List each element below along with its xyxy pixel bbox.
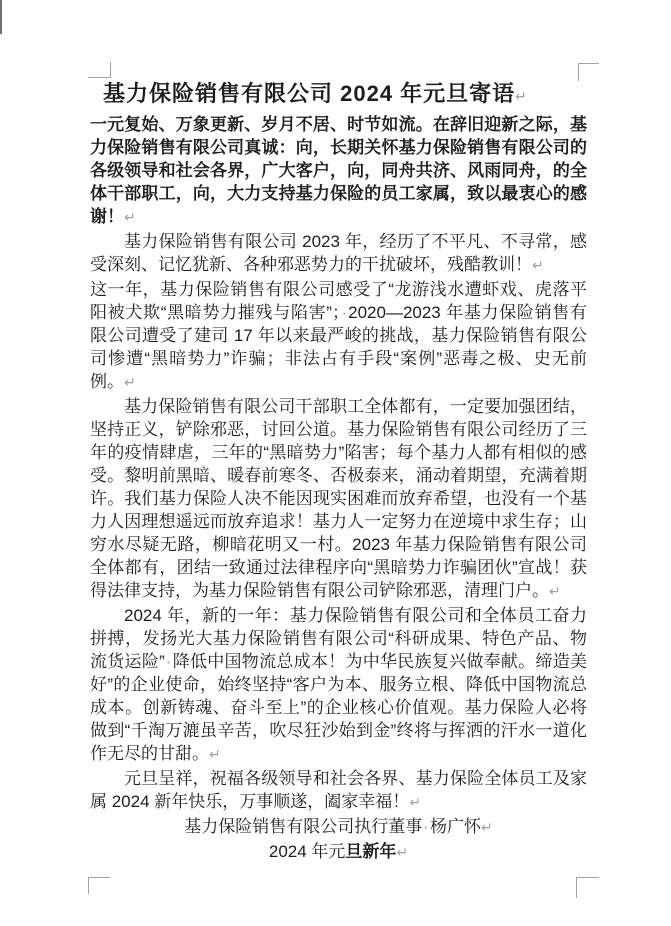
paragraph-2024-outlook: [90, 604, 587, 767]
paragraph-mark-icon: ↵: [480, 820, 493, 836]
paragraph-text: 降低中国物流总成本！为中华民族复兴做奉献。缔造美好”的企业使命，始终坚持“客户为本、服务立根、降低中国物流总成本。创新铸魂、奋斗至上”的企业核心价值观。基力保险人必将做到“千淘万漉虽辛苦，吹尽狂沙始到金”终将与挥洒的汗水一道化作无尽的甘甜。: [90, 652, 587, 763]
crop-mark-bottom-left: [88, 877, 110, 894]
signature-company: 基力保险销售有限公司执行董事: [184, 817, 423, 836]
paragraph-mark-icon: ↵: [515, 89, 527, 105]
paragraph-intro: [90, 113, 587, 230]
paragraph-text: 元旦呈祥，祝福各级领导和社会各界、基力保险全体员工及家属 2024 新年快乐，万事顺遂，阖家幸福！: [90, 769, 587, 811]
paragraph-text: 2020—2023 年基力保险销售有限公司遭受了建司 17 年以来最严峻的挑战，基力保险销售有限公司惨遭“黑暗势力”诈骗；非法占有手段“案例”恶毒之极、史无前例。: [90, 303, 587, 391]
paragraph-mark-icon: ↵: [532, 258, 544, 274]
paragraph-mark-icon: ↵: [124, 210, 136, 226]
paragraph-blessing: [90, 767, 587, 815]
paragraph-2023-review: [90, 230, 587, 278]
signature-name: 杨广怀: [429, 817, 481, 836]
signature-line: [90, 815, 587, 840]
paragraph-mark-icon: ↵: [396, 845, 409, 861]
paragraph-text: 基力保险销售有限公司干部职工全体都有，一定要加强团结，坚持正义，铲除邪恶，讨回公道。基力保险销售有限公司经历了三年的疫情肆虐，三年的“黑暗势力”陷害；每个基力人都有相似的感受。黎明前黑暗、暖春前寒冬、否极泰来，涌动着期望，充满着期许。我们基力保险人决不能因现实困难而放弃希望，也没有一个基力人因理想遥远而放弃追求！基力人一定努力在逆境中求生存；山穷水尽疑无路，柳暗花明又一村。2023 年基力保险销售有限公司全体都有，团结一致通过法律程序向“黑暗势力诈骗团伙”宣战！获得法律支持，为基力保险销售有限公司铲除邪恶，清理门户。: [90, 397, 587, 600]
paragraph-text: 2024 年，新的一年：基力保险销售有限公司和全体员工奋力拼搏，发扬光大基力保险销售有限公司“科研成果、特色产品、物流货运险”: [90, 606, 587, 671]
title-text: 基力保险销售有限公司 2024 年元旦寄语: [103, 81, 516, 106]
document-title: [90, 80, 587, 111]
date-regular: 2024 年元: [268, 842, 346, 861]
paragraph-staff-unity: [90, 395, 587, 604]
crop-mark-top-right: [578, 63, 599, 81]
text-body: [90, 80, 587, 865]
space-mark-icon: ·: [423, 817, 429, 836]
paragraph-mark-icon: ↵: [549, 584, 561, 600]
paragraph-this-year: [90, 278, 587, 395]
space-mark-icon: ·: [165, 652, 172, 671]
date-bold: 旦新年: [345, 842, 397, 861]
space-mark-icon: ·: [341, 303, 348, 322]
paragraph-text: 基力保险销售有限公司 2023 年，经历了不平凡、不寻常，感受深刻、记忆犹新、各种邪恶势力的干扰破坏，残酷教训！: [90, 232, 587, 274]
paragraph-mark-icon: ↵: [409, 795, 421, 811]
paragraph-text: 这一年，基力保险销售有限公司感受了“龙游浅水遭虾戏、虎落平阳被犬欺“黑暗势力摧残与陷害”；: [90, 280, 587, 322]
paragraph-mark-icon: ↵: [124, 375, 136, 391]
paragraph-mark-icon: ↵: [209, 747, 221, 763]
date-line: [90, 840, 587, 865]
crop-mark-top-left: [88, 62, 111, 78]
screen-edge-artifact: [0, 0, 2, 34]
paragraph-intro-text: 一元复始、万象更新、岁月不居、时节如流。在辞旧迎新之际，基力保险销售有限公司真诚：向，长期关怀基力保险销售有限公司的各级领导和社会各界，广大客户，向，同舟共济、风雨同舟，的全体干部职工，向，大力支持基力保险的员工家属，致以最衷心的感谢！: [90, 115, 587, 226]
crop-mark-bottom-right: [576, 877, 599, 898]
